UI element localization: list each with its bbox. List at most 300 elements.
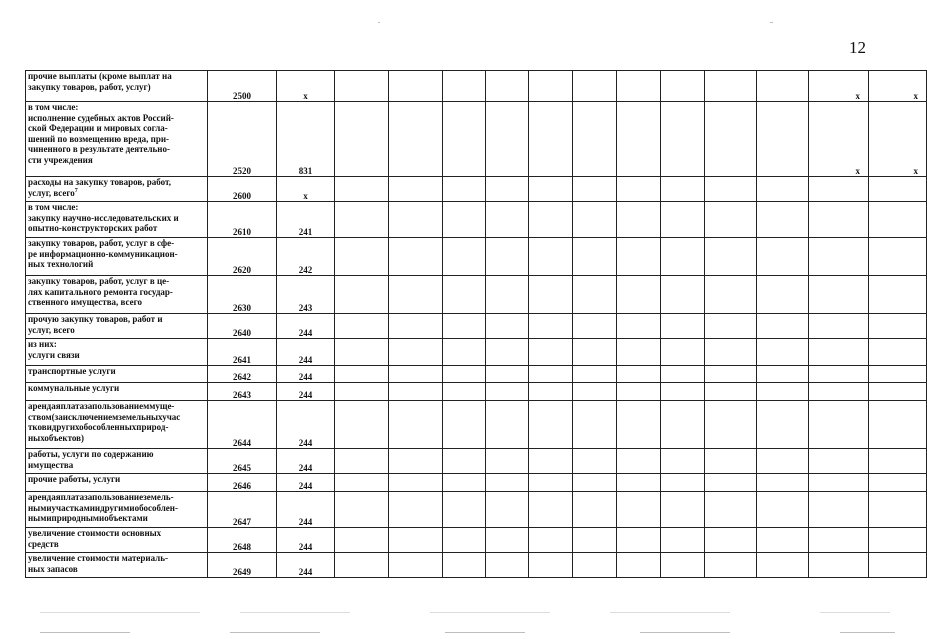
- row-value-cell: [661, 71, 705, 102]
- table-row: [26, 238, 927, 276]
- row-value-cell: [389, 401, 443, 449]
- row-value-cell: [809, 177, 869, 202]
- row-value-cell: [757, 553, 809, 578]
- row-value-cell: [617, 102, 661, 177]
- row-value-cell: [809, 553, 869, 578]
- row-name-line: имущества: [28, 459, 74, 470]
- row-value-cell: [809, 474, 869, 492]
- row-value-cell: [486, 71, 529, 102]
- row-value-cell: [486, 202, 529, 238]
- scan-noise-bottom: [0, 612, 905, 614]
- row-value-cell: [573, 366, 617, 383]
- row-value-cell: [869, 492, 927, 528]
- row-value-cell: [335, 401, 389, 449]
- row-value-cell: [617, 553, 661, 578]
- row-value-cell: [529, 492, 573, 528]
- row-value-cell: [389, 553, 443, 578]
- row-code-cell: 2640: [208, 314, 277, 339]
- row-value-cell: [335, 238, 389, 276]
- row-value-cell: [661, 366, 705, 383]
- row-value-cell: [705, 366, 757, 383]
- row-value-cell: [757, 492, 809, 528]
- row-value-cell: [705, 71, 757, 102]
- row-name-cell: [26, 449, 208, 474]
- row-value-cell: [335, 102, 389, 177]
- row-value-cell: [617, 366, 661, 383]
- row-value-cell: [705, 449, 757, 474]
- row-value-cell: [443, 553, 486, 578]
- row-value-cell: [809, 528, 869, 553]
- row-value-cell: [389, 492, 443, 528]
- row-name-line: услуги связи: [28, 349, 80, 360]
- row-kosgu-cell: 243: [277, 276, 335, 314]
- row-value-cell: [869, 339, 927, 366]
- row-value-cell: [529, 102, 573, 177]
- row-value-cell: [389, 528, 443, 553]
- row-value-cell: [443, 401, 486, 449]
- row-value-cell: [705, 528, 757, 553]
- row-value-cell: [443, 449, 486, 474]
- row-value-cell: [573, 528, 617, 553]
- row-value-cell: [443, 528, 486, 553]
- row-name-line: ской Федерации и мировых согла-: [28, 123, 168, 133]
- row-value-cell: [486, 401, 529, 449]
- row-kosgu-cell: 241: [277, 202, 335, 238]
- row-value-cell: [869, 238, 927, 276]
- row-value-cell: [617, 202, 661, 238]
- row-name-line: работы, услуги по содержанию: [28, 449, 154, 459]
- row-value-cell: [335, 553, 389, 578]
- row-kosgu-cell: 244: [277, 401, 335, 449]
- row-value-cell: x: [869, 102, 927, 177]
- row-name-cell: [26, 383, 208, 401]
- row-value-cell: [705, 553, 757, 578]
- row-code-cell: 2500: [208, 71, 277, 102]
- row-value-cell: [335, 528, 389, 553]
- row-code-cell: 2646: [208, 474, 277, 492]
- row-name-cell: [26, 102, 208, 177]
- row-value-cell: [617, 71, 661, 102]
- row-name-cell: [26, 202, 208, 238]
- row-value-cell: [529, 276, 573, 314]
- row-value-cell: [573, 202, 617, 238]
- row-value-cell: [529, 449, 573, 474]
- row-value-cell: [661, 528, 705, 553]
- row-code-cell: 2520: [208, 102, 277, 177]
- row-value-cell: [335, 314, 389, 339]
- row-code-cell: 2649: [208, 553, 277, 578]
- row-value-cell: [529, 366, 573, 383]
- row-name-line: прочие работы, услуги: [28, 474, 121, 484]
- row-name-cell: [26, 366, 208, 383]
- row-value-cell: [809, 383, 869, 401]
- row-value-cell: [617, 177, 661, 202]
- row-value-cell: [389, 276, 443, 314]
- row-value-cell: [869, 383, 927, 401]
- row-value-cell: [705, 102, 757, 177]
- row-value-cell: [869, 202, 927, 238]
- row-value-cell: [529, 177, 573, 202]
- row-value-cell: [335, 449, 389, 474]
- row-name-cell: [26, 339, 208, 366]
- table-row: [26, 553, 927, 578]
- row-value-cell: [869, 314, 927, 339]
- row-value-cell: [617, 474, 661, 492]
- row-value-cell: [617, 492, 661, 528]
- row-value-cell: [705, 238, 757, 276]
- row-value-cell: [486, 553, 529, 578]
- row-name-line: коммунальные услуги: [28, 383, 120, 393]
- row-name-line: средств: [28, 538, 59, 549]
- row-value-cell: [661, 177, 705, 202]
- row-value-cell: [389, 383, 443, 401]
- row-value-cell: [529, 339, 573, 366]
- row-value-cell: [529, 314, 573, 339]
- row-name-line: ных технологий: [28, 259, 94, 269]
- row-value-cell: [389, 202, 443, 238]
- row-value-cell: [757, 71, 809, 102]
- row-value-cell: x: [869, 71, 927, 102]
- row-code-cell: 2620: [208, 238, 277, 276]
- row-name-cell: [26, 401, 208, 449]
- row-name-line: транспортные услуги: [28, 366, 116, 376]
- row-value-cell: [573, 401, 617, 449]
- financial-plan-table: [25, 70, 927, 578]
- row-name-cell: [26, 553, 208, 578]
- row-name-cell: [26, 276, 208, 314]
- row-value-cell: [705, 177, 757, 202]
- table-row: [26, 449, 927, 474]
- row-value-cell: [486, 238, 529, 276]
- row-code-cell: 2630: [208, 276, 277, 314]
- row-name-line: прочую закупку товаров, работ и: [28, 314, 163, 324]
- row-value-cell: [661, 401, 705, 449]
- row-code-cell: 2645: [208, 449, 277, 474]
- row-value-cell: [443, 492, 486, 528]
- row-value-cell: [869, 366, 927, 383]
- row-value-cell: [443, 366, 486, 383]
- row-value-cell: [529, 238, 573, 276]
- row-value-cell: [661, 102, 705, 177]
- row-value-cell: [705, 474, 757, 492]
- row-name-line: увеличение стоимости основных: [28, 528, 162, 538]
- row-kosgu-cell: 244: [277, 449, 335, 474]
- row-name-line: из них:: [28, 339, 57, 349]
- row-value-cell: [757, 528, 809, 553]
- row-value-cell: [443, 383, 486, 401]
- row-kosgu-cell: 244: [277, 383, 335, 401]
- row-value-cell: [529, 474, 573, 492]
- footnote-marker: 7: [74, 187, 78, 194]
- row-value-cell: [809, 366, 869, 383]
- table-row: [26, 71, 927, 102]
- row-value-cell: [705, 314, 757, 339]
- row-name-line: увеличение стоимости материаль-: [28, 553, 168, 563]
- row-value-cell: [335, 202, 389, 238]
- row-name-line: ством(заисключениемземельныхучас: [28, 411, 181, 422]
- row-name-line: услуг, всего$^7$: [28, 187, 78, 198]
- row-value-cell: [529, 71, 573, 102]
- row-name-cell: [26, 238, 208, 276]
- row-name-line: ственного имущества, всего: [28, 297, 142, 307]
- row-name-line: тковидругихобособленныхприрод-: [28, 422, 169, 432]
- scan-noise-footer: [0, 632, 905, 634]
- row-value-cell: [757, 366, 809, 383]
- row-value-cell: [573, 474, 617, 492]
- row-value-cell: [486, 528, 529, 553]
- row-value-cell: [335, 339, 389, 366]
- row-name-line: лях капитального ремонта государ-: [28, 286, 173, 297]
- row-code-cell: 2643: [208, 383, 277, 401]
- row-name-cell: [26, 71, 208, 102]
- row-name-line: опытно-конструкторских работ: [28, 223, 158, 233]
- row-value-cell: [809, 202, 869, 238]
- row-value-cell: [389, 238, 443, 276]
- row-kosgu-cell: 244: [277, 366, 335, 383]
- row-name-line: прочие выплаты (кроме выплат на: [28, 71, 172, 81]
- row-value-cell: [443, 71, 486, 102]
- row-value-cell: [529, 401, 573, 449]
- row-value-cell: [617, 449, 661, 474]
- row-value-cell: [486, 366, 529, 383]
- row-name-cell: [26, 492, 208, 528]
- row-value-cell: [661, 238, 705, 276]
- row-code-cell: 2647: [208, 492, 277, 528]
- row-name-cell: [26, 528, 208, 553]
- table-row: [26, 401, 927, 449]
- row-code-cell: 2648: [208, 528, 277, 553]
- row-value-cell: [757, 314, 809, 339]
- row-value-cell: [443, 474, 486, 492]
- row-value-cell: [443, 202, 486, 238]
- row-value-cell: [335, 366, 389, 383]
- table-row: [26, 366, 927, 383]
- row-value-cell: [617, 314, 661, 339]
- row-name-line: чиненного в результате деятельно-: [28, 144, 170, 154]
- row-value-cell: [757, 238, 809, 276]
- row-value-cell: [757, 276, 809, 314]
- row-kosgu-cell: 244: [277, 474, 335, 492]
- row-name-line: арендаяплатазапользованиеземель-: [28, 492, 174, 502]
- row-code-cell: 2642: [208, 366, 277, 383]
- row-value-cell: [529, 553, 573, 578]
- row-value-cell: [757, 474, 809, 492]
- table-row: [26, 276, 927, 314]
- row-value-cell: [486, 102, 529, 177]
- row-value-cell: [573, 177, 617, 202]
- row-value-cell: [389, 177, 443, 202]
- row-value-cell: [486, 492, 529, 528]
- row-value-cell: [529, 202, 573, 238]
- table-body: [26, 71, 927, 578]
- row-code-cell: 2641: [208, 339, 277, 366]
- row-value-cell: [757, 202, 809, 238]
- row-name-line: сти учреждения: [28, 154, 93, 165]
- row-value-cell: [443, 314, 486, 339]
- row-value-cell: [705, 276, 757, 314]
- row-value-cell: [335, 71, 389, 102]
- page-number: 12: [849, 38, 866, 57]
- row-name-line: в том числе:: [28, 102, 79, 112]
- table-row: [26, 177, 927, 202]
- row-value-cell: [486, 383, 529, 401]
- row-value-cell: [617, 528, 661, 553]
- row-value-cell: [757, 102, 809, 177]
- row-value-cell: [573, 276, 617, 314]
- table-row: [26, 339, 927, 366]
- row-kosgu-cell: x: [277, 177, 335, 202]
- row-name-line: арендаяплатазапользованиеммуще-: [28, 401, 175, 411]
- row-value-cell: [869, 474, 927, 492]
- row-value-cell: [573, 339, 617, 366]
- row-value-cell: [617, 276, 661, 314]
- row-value-cell: [389, 102, 443, 177]
- row-name-line: закупку товаров, работ, услуг в це-: [28, 276, 170, 286]
- row-value-cell: [661, 314, 705, 339]
- row-value-cell: [443, 339, 486, 366]
- table-row: [26, 528, 927, 553]
- row-kosgu-cell: 244: [277, 528, 335, 553]
- row-value-cell: [757, 449, 809, 474]
- row-value-cell: [869, 401, 927, 449]
- row-value-cell: [335, 492, 389, 528]
- row-name-line: расходы на закупку товаров, работ,: [28, 177, 172, 187]
- row-value-cell: [705, 339, 757, 366]
- table-row: [26, 314, 927, 339]
- row-code-cell: 2610: [208, 202, 277, 238]
- row-value-cell: [661, 449, 705, 474]
- row-name-cell: [26, 177, 208, 202]
- row-value-cell: [661, 553, 705, 578]
- row-name-line: закупку товаров, работ, услуг в сфе-: [28, 238, 175, 248]
- row-value-cell: [661, 202, 705, 238]
- row-name-line: исполнение судебных актов Россий-: [28, 112, 174, 123]
- row-code-cell: 2644: [208, 401, 277, 449]
- row-value-cell: [335, 276, 389, 314]
- row-code-cell: 2600: [208, 177, 277, 202]
- row-value-cell: [617, 401, 661, 449]
- row-value-cell: [573, 102, 617, 177]
- row-value-cell: [661, 339, 705, 366]
- row-kosgu-cell: x: [277, 71, 335, 102]
- row-name-line: нымиучасткамиидругимиобособлен-: [28, 502, 178, 513]
- row-kosgu-cell: 244: [277, 553, 335, 578]
- row-value-cell: [573, 553, 617, 578]
- row-name-line: услуг, всего: [28, 324, 75, 335]
- row-value-cell: [443, 177, 486, 202]
- row-value-cell: [809, 238, 869, 276]
- row-value-cell: [389, 474, 443, 492]
- row-name-cell: [26, 314, 208, 339]
- row-value-cell: [617, 383, 661, 401]
- row-value-cell: [389, 314, 443, 339]
- row-value-cell: [443, 238, 486, 276]
- row-value-cell: [486, 449, 529, 474]
- row-value-cell: [809, 401, 869, 449]
- row-kosgu-cell: 244: [277, 314, 335, 339]
- row-value-cell: [809, 492, 869, 528]
- row-value-cell: [573, 314, 617, 339]
- row-value-cell: [757, 383, 809, 401]
- row-value-cell: [486, 314, 529, 339]
- row-value-cell: [757, 401, 809, 449]
- row-value-cell: [573, 238, 617, 276]
- row-value-cell: [661, 383, 705, 401]
- row-value-cell: [809, 339, 869, 366]
- row-value-cell: [389, 449, 443, 474]
- row-value-cell: [389, 71, 443, 102]
- row-name-line: ныхобъектов): [28, 432, 85, 443]
- row-value-cell: [809, 276, 869, 314]
- row-value-cell: [335, 177, 389, 202]
- row-kosgu-cell: 244: [277, 339, 335, 366]
- row-value-cell: [809, 314, 869, 339]
- row-value-cell: x: [809, 102, 869, 177]
- row-value-cell: [573, 383, 617, 401]
- row-value-cell: [757, 177, 809, 202]
- row-name-line: нымиприроднымиобъектами: [28, 513, 148, 523]
- row-value-cell: [705, 383, 757, 401]
- row-value-cell: [617, 339, 661, 366]
- table-row: [26, 383, 927, 401]
- row-value-cell: [529, 528, 573, 553]
- row-value-cell: [705, 202, 757, 238]
- row-value-cell: [389, 366, 443, 383]
- table-row: [26, 492, 927, 528]
- row-name-line: шений по возмещению вреда, при-: [28, 133, 170, 144]
- row-value-cell: [335, 383, 389, 401]
- row-kosgu-cell: 831: [277, 102, 335, 177]
- row-value-cell: [486, 474, 529, 492]
- row-value-cell: [335, 474, 389, 492]
- scan-noise-top: [0, 22, 905, 24]
- row-name-line: в том числе:: [28, 202, 79, 212]
- row-value-cell: [661, 492, 705, 528]
- row-value-cell: [869, 528, 927, 553]
- row-value-cell: [443, 276, 486, 314]
- row-kosgu-cell: 242: [277, 238, 335, 276]
- row-value-cell: [486, 177, 529, 202]
- row-value-cell: [757, 339, 809, 366]
- row-value-cell: [573, 71, 617, 102]
- row-value-cell: [486, 276, 529, 314]
- row-value-cell: [705, 401, 757, 449]
- row-value-cell: [705, 492, 757, 528]
- row-name-line: закупку товаров, работ, услуг): [28, 81, 151, 92]
- row-value-cell: [617, 238, 661, 276]
- row-name-line: ре информационно-коммуникацион-: [28, 248, 178, 259]
- row-value-cell: [661, 474, 705, 492]
- row-name-cell: [26, 474, 208, 492]
- row-value-cell: [869, 177, 927, 202]
- row-value-cell: [661, 276, 705, 314]
- table-row: [26, 102, 927, 177]
- row-name-line: ных запасов: [28, 563, 78, 574]
- row-value-cell: [573, 492, 617, 528]
- row-value-cell: [389, 339, 443, 366]
- table-row: [26, 202, 927, 238]
- row-value-cell: [443, 102, 486, 177]
- row-value-cell: [869, 449, 927, 474]
- row-value-cell: [573, 449, 617, 474]
- row-value-cell: [869, 276, 927, 314]
- row-kosgu-cell: 244: [277, 492, 335, 528]
- row-value-cell: [809, 449, 869, 474]
- row-value-cell: [486, 339, 529, 366]
- row-name-line: закупку научно-исследовательских и: [28, 212, 179, 223]
- table-row: [26, 474, 927, 492]
- row-value-cell: [869, 553, 927, 578]
